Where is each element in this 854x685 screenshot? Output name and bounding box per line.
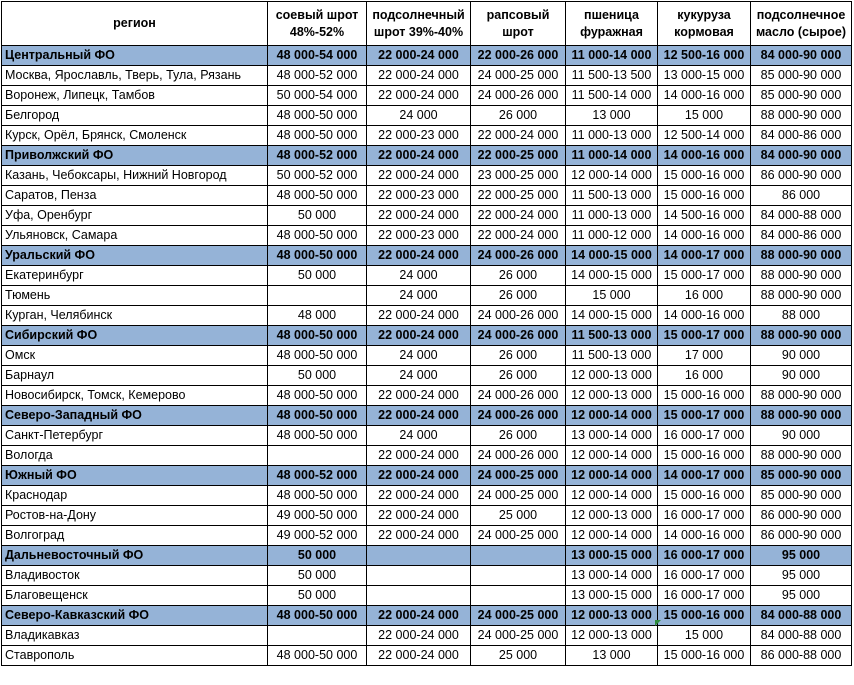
- cell-feed-corn: 16 000-17 000: [658, 566, 751, 586]
- district-name-cell: Уральский ФО: [2, 246, 268, 266]
- cell-sunflower-meal: 22 000-23 000: [367, 186, 471, 206]
- cell-rapeseed-meal: [471, 586, 566, 606]
- cell-sunflower-oil: 88 000-90 000: [751, 406, 852, 426]
- cell-feed-corn: 14 500-16 000: [658, 206, 751, 226]
- cell-soy-meal: 48 000-50 000: [268, 346, 367, 366]
- cell-sunflower-oil: 84 000-88 000: [751, 626, 852, 646]
- table-row: [2, 626, 852, 646]
- cell-soy-meal: 50 000: [268, 366, 367, 386]
- cell-rapeseed-meal: 22 000-24 000: [471, 206, 566, 226]
- header-rapeseed-meal: рапсовый шрот: [471, 2, 566, 46]
- cell-feed-corn: 14 000-16 000: [658, 306, 751, 326]
- cell-feed-corn: 15 000-16 000: [658, 646, 751, 666]
- cell-feed-wheat: 11 000-14 000: [566, 146, 658, 166]
- cell-region: Владикавказ: [2, 626, 268, 646]
- cell-soy-meal: 50 000: [268, 266, 367, 286]
- table-row: [2, 566, 852, 586]
- cell-sunflower-meal: 24 000: [367, 286, 471, 306]
- cell-sunflower-oil: 85 000-90 000: [751, 66, 852, 86]
- district-row: [2, 606, 852, 626]
- cell-sunflower-meal: 24 000: [367, 426, 471, 446]
- cell-sunflower-oil: 86 000-90 000: [751, 166, 852, 186]
- cell-feed-wheat: 12 000-14 000: [566, 406, 658, 426]
- cell-feed-wheat: 12 000-13 000: [566, 386, 658, 406]
- cell-soy-meal: 48 000-50 000: [268, 406, 367, 426]
- district-row: [2, 246, 852, 266]
- cell-rapeseed-meal: 22 000-24 000: [471, 126, 566, 146]
- cell-sunflower-oil: 85 000-90 000: [751, 86, 852, 106]
- cell-sunflower-oil: 90 000: [751, 426, 852, 446]
- cell-sunflower-meal: 22 000-24 000: [367, 326, 471, 346]
- cell-feed-wheat: 11 500-13 500: [566, 66, 658, 86]
- cell-feed-wheat: 12 000-13 000: [566, 366, 658, 386]
- cell-feed-wheat: 12 000-13 000: [566, 506, 658, 526]
- cell-feed-corn: 13 000-15 000: [658, 66, 751, 86]
- district-name-cell: Сибирский ФО: [2, 326, 268, 346]
- cell-region: Вологда: [2, 446, 268, 466]
- cell-feed-wheat: 11 000-13 000: [566, 206, 658, 226]
- cell-region: Волгоград: [2, 526, 268, 546]
- cell-feed-corn: 12 500-14 000: [658, 126, 751, 146]
- cell-soy-meal: 48 000-50 000: [268, 246, 367, 266]
- cell-sunflower-meal: 22 000-24 000: [367, 466, 471, 486]
- cell-sunflower-meal: 22 000-24 000: [367, 146, 471, 166]
- cell-sunflower-oil: 90 000: [751, 366, 852, 386]
- cell-feed-corn: 15 000: [658, 626, 751, 646]
- cell-region: Саратов, Пенза: [2, 186, 268, 206]
- cell-rapeseed-meal: 24 000-26 000: [471, 86, 566, 106]
- cell-sunflower-oil: 84 000-90 000: [751, 46, 852, 66]
- cell-feed-wheat: 15 000: [566, 286, 658, 306]
- cell-sunflower-meal: 22 000-23 000: [367, 126, 471, 146]
- table-row: [2, 386, 852, 406]
- cell-feed-corn: 15 000-16 000: [658, 166, 751, 186]
- table-row: [2, 226, 852, 246]
- cell-sunflower-oil: 88 000-90 000: [751, 446, 852, 466]
- cell-feed-wheat: 12 000-14 000: [566, 526, 658, 546]
- cell-soy-meal: [268, 626, 367, 646]
- cell-feed-corn: 15 000: [658, 106, 751, 126]
- district-row: [2, 466, 852, 486]
- cell-comment-marker: [655, 620, 661, 626]
- cell-soy-meal: 48 000-50 000: [268, 426, 367, 446]
- header-sunflower-meal: подсолнечный шрот 39%-40%: [367, 2, 471, 46]
- cell-rapeseed-meal: 26 000: [471, 266, 566, 286]
- price-table: [1, 1, 852, 666]
- cell-rapeseed-meal: 24 000-25 000: [471, 466, 566, 486]
- cell-feed-wheat: 12 000-14 000: [566, 166, 658, 186]
- cell-region: Казань, Чебоксары, Нижний Новгород: [2, 166, 268, 186]
- cell-sunflower-meal: 22 000-24 000: [367, 446, 471, 466]
- cell-feed-corn: 12 500-16 000: [658, 46, 751, 66]
- cell-soy-meal: 48 000-50 000: [268, 126, 367, 146]
- cell-soy-meal: 50 000: [268, 546, 367, 566]
- cell-feed-corn: 14 000-16 000: [658, 526, 751, 546]
- cell-feed-wheat: 13 000-15 000: [566, 546, 658, 566]
- cell-sunflower-meal: 24 000: [367, 346, 471, 366]
- district-row: [2, 326, 852, 346]
- cell-sunflower-meal: 22 000-24 000: [367, 526, 471, 546]
- cell-sunflower-oil: 95 000: [751, 566, 852, 586]
- cell-feed-corn: 16 000: [658, 286, 751, 306]
- cell-region: Екатеринбург: [2, 266, 268, 286]
- cell-feed-corn: 16 000-17 000: [658, 426, 751, 446]
- table-row: [2, 186, 852, 206]
- cell-feed-wheat: 14 000-15 000: [566, 246, 658, 266]
- table-row: [2, 166, 852, 186]
- cell-feed-corn: 16 000-17 000: [658, 586, 751, 606]
- table-row: [2, 106, 852, 126]
- cell-region: Краснодар: [2, 486, 268, 506]
- cell-feed-corn: 16 000-17 000: [658, 506, 751, 526]
- cell-feed-wheat: 13 000-15 000: [566, 586, 658, 606]
- cell-region: Тюмень: [2, 286, 268, 306]
- cell-sunflower-oil: 88 000-90 000: [751, 286, 852, 306]
- cell-rapeseed-meal: 24 000-25 000: [471, 526, 566, 546]
- cell-feed-corn: 14 000-16 000: [658, 86, 751, 106]
- cell-feed-corn: 15 000-16 000: [658, 386, 751, 406]
- cell-soy-meal: 48 000: [268, 306, 367, 326]
- cell-sunflower-meal: 22 000-24 000: [367, 86, 471, 106]
- cell-sunflower-meal: 22 000-24 000: [367, 626, 471, 646]
- table-row: [2, 366, 852, 386]
- district-row: [2, 546, 852, 566]
- cell-feed-wheat: 11 500-13 000: [566, 346, 658, 366]
- cell-feed-wheat: 14 000-15 000: [566, 306, 658, 326]
- cell-rapeseed-meal: 26 000: [471, 286, 566, 306]
- cell-sunflower-meal: 22 000-24 000: [367, 66, 471, 86]
- cell-sunflower-meal: 22 000-24 000: [367, 506, 471, 526]
- cell-soy-meal: 48 000-50 000: [268, 646, 367, 666]
- cell-sunflower-meal: 24 000: [367, 106, 471, 126]
- district-name-cell: Северо-Западный ФО: [2, 406, 268, 426]
- cell-feed-corn: 15 000-17 000: [658, 406, 751, 426]
- cell-sunflower-meal: 22 000-24 000: [367, 386, 471, 406]
- cell-sunflower-meal: 22 000-24 000: [367, 306, 471, 326]
- cell-sunflower-oil: 88 000-90 000: [751, 106, 852, 126]
- cell-feed-corn: 14 000-16 000: [658, 226, 751, 246]
- table-row: [2, 346, 852, 366]
- cell-sunflower-oil: 88 000-90 000: [751, 386, 852, 406]
- table-row: [2, 266, 852, 286]
- cell-feed-corn: 14 000-17 000: [658, 466, 751, 486]
- cell-feed-wheat: 12 000-14 000: [566, 466, 658, 486]
- cell-feed-corn: 14 000-17 000: [658, 246, 751, 266]
- cell-region: Барнаул: [2, 366, 268, 386]
- cell-rapeseed-meal: 24 000-25 000: [471, 486, 566, 506]
- cell-sunflower-oil: 85 000-90 000: [751, 466, 852, 486]
- header-region: регион: [2, 2, 268, 46]
- cell-feed-corn: 16 000-17 000: [658, 546, 751, 566]
- cell-sunflower-oil: 90 000: [751, 346, 852, 366]
- cell-region: Уфа, Оренбург: [2, 206, 268, 226]
- cell-sunflower-oil: 84 000-88 000: [751, 206, 852, 226]
- cell-soy-meal: 48 000-54 000: [268, 46, 367, 66]
- cell-sunflower-oil: 88 000: [751, 306, 852, 326]
- cell-soy-meal: 48 000-50 000: [268, 326, 367, 346]
- cell-rapeseed-meal: 26 000: [471, 346, 566, 366]
- cell-sunflower-oil: 84 000-88 000: [751, 606, 852, 626]
- cell-sunflower-meal: [367, 586, 471, 606]
- cell-feed-wheat: 11 000-14 000: [566, 46, 658, 66]
- table-row: [2, 426, 852, 446]
- cell-region: Ростов-на-Дону: [2, 506, 268, 526]
- cell-feed-wheat: 13 000: [566, 646, 658, 666]
- cell-feed-wheat: 12 000-14 000: [566, 446, 658, 466]
- cell-soy-meal: 50 000-52 000: [268, 166, 367, 186]
- cell-region: Курган, Челябинск: [2, 306, 268, 326]
- cell-feed-wheat: 12 000-13 000: [566, 606, 658, 626]
- cell-sunflower-meal: [367, 566, 471, 586]
- district-row: [2, 146, 852, 166]
- header-soy-meal: соевый шрот 48%-52%: [268, 2, 367, 46]
- cell-soy-meal: 48 000-50 000: [268, 386, 367, 406]
- cell-feed-wheat: 12 000-13 000: [566, 626, 658, 646]
- header-row: [2, 2, 852, 46]
- cell-rapeseed-meal: 24 000-26 000: [471, 326, 566, 346]
- table-row: [2, 286, 852, 306]
- cell-rapeseed-meal: 24 000-25 000: [471, 626, 566, 646]
- cell-feed-corn: 15 000-17 000: [658, 266, 751, 286]
- cell-rapeseed-meal: 24 000-25 000: [471, 66, 566, 86]
- cell-soy-meal: 48 000-50 000: [268, 606, 367, 626]
- cell-rapeseed-meal: 24 000-26 000: [471, 406, 566, 426]
- cell-rapeseed-meal: 25 000: [471, 506, 566, 526]
- table-row: [2, 306, 852, 326]
- cell-sunflower-meal: 22 000-23 000: [367, 226, 471, 246]
- cell-rapeseed-meal: 26 000: [471, 366, 566, 386]
- cell-sunflower-oil: 95 000: [751, 586, 852, 606]
- header-feed-wheat: пшеница фуражная: [566, 2, 658, 46]
- cell-feed-wheat: 11 000-12 000: [566, 226, 658, 246]
- cell-feed-wheat: 13 000-14 000: [566, 426, 658, 446]
- cell-feed-corn: 15 000-17 000: [658, 326, 751, 346]
- cell-sunflower-meal: 22 000-24 000: [367, 166, 471, 186]
- cell-sunflower-oil: 84 000-86 000: [751, 226, 852, 246]
- district-name-cell: Дальневосточный ФО: [2, 546, 268, 566]
- district-name-cell: Центральный ФО: [2, 46, 268, 66]
- cell-sunflower-meal: 22 000-24 000: [367, 606, 471, 626]
- cell-feed-corn: 15 000-16 000: [658, 486, 751, 506]
- cell-soy-meal: 49 000-52 000: [268, 526, 367, 546]
- table-row: [2, 486, 852, 506]
- cell-rapeseed-meal: 25 000: [471, 646, 566, 666]
- cell-feed-wheat: 14 000-15 000: [566, 266, 658, 286]
- cell-sunflower-meal: 24 000: [367, 366, 471, 386]
- cell-rapeseed-meal: 22 000-26 000: [471, 46, 566, 66]
- cell-sunflower-meal: 22 000-24 000: [367, 646, 471, 666]
- cell-rapeseed-meal: 22 000-25 000: [471, 186, 566, 206]
- cell-region: Воронеж, Липецк, Тамбов: [2, 86, 268, 106]
- cell-sunflower-meal: 22 000-24 000: [367, 486, 471, 506]
- district-name-cell: Северо-Кавказский ФО: [2, 606, 268, 626]
- cell-feed-wheat: 11 500-13 000: [566, 326, 658, 346]
- table-row: [2, 86, 852, 106]
- cell-region: Благовещенск: [2, 586, 268, 606]
- cell-soy-meal: 48 000-52 000: [268, 66, 367, 86]
- cell-sunflower-oil: 86 000-90 000: [751, 526, 852, 546]
- district-row: [2, 406, 852, 426]
- cell-rapeseed-meal: 24 000-26 000: [471, 246, 566, 266]
- cell-soy-meal: [268, 286, 367, 306]
- cell-sunflower-meal: 22 000-24 000: [367, 46, 471, 66]
- cell-sunflower-oil: 86 000-90 000: [751, 506, 852, 526]
- cell-sunflower-oil: 84 000-86 000: [751, 126, 852, 146]
- cell-region: Новосибирск, Томск, Кемерово: [2, 386, 268, 406]
- cell-soy-meal: 49 000-50 000: [268, 506, 367, 526]
- table-row: [2, 506, 852, 526]
- district-name-cell: Приволжский ФО: [2, 146, 268, 166]
- cell-sunflower-meal: 22 000-24 000: [367, 206, 471, 226]
- cell-rapeseed-meal: 26 000: [471, 426, 566, 446]
- cell-region: Ставрополь: [2, 646, 268, 666]
- cell-rapeseed-meal: 23 000-25 000: [471, 166, 566, 186]
- cell-sunflower-oil: 86 000-88 000: [751, 646, 852, 666]
- cell-rapeseed-meal: 24 000-26 000: [471, 446, 566, 466]
- cell-rapeseed-meal: 26 000: [471, 106, 566, 126]
- cell-region: Владивосток: [2, 566, 268, 586]
- cell-rapeseed-meal: 24 000-25 000: [471, 606, 566, 626]
- cell-feed-wheat: 13 000-14 000: [566, 566, 658, 586]
- cell-feed-wheat: 12 000-14 000: [566, 486, 658, 506]
- cell-feed-wheat: 11 500-14 000: [566, 86, 658, 106]
- cell-sunflower-meal: 22 000-24 000: [367, 406, 471, 426]
- table-row: [2, 126, 852, 146]
- cell-rapeseed-meal: [471, 566, 566, 586]
- table-body: [2, 46, 852, 666]
- cell-sunflower-oil: 85 000-90 000: [751, 486, 852, 506]
- cell-region: Москва, Ярославль, Тверь, Тула, Рязань: [2, 66, 268, 86]
- cell-feed-wheat: 11 500-13 000: [566, 186, 658, 206]
- cell-sunflower-oil: 95 000: [751, 546, 852, 566]
- cell-sunflower-oil: 88 000-90 000: [751, 326, 852, 346]
- cell-sunflower-oil: 86 000: [751, 186, 852, 206]
- table-row: [2, 586, 852, 606]
- cell-rapeseed-meal: 24 000-26 000: [471, 386, 566, 406]
- cell-region: Санкт-Петербург: [2, 426, 268, 446]
- cell-feed-corn: 14 000-16 000: [658, 146, 751, 166]
- cell-rapeseed-meal: 22 000-24 000: [471, 226, 566, 246]
- cell-soy-meal: 48 000-50 000: [268, 226, 367, 246]
- cell-feed-corn: 15 000-16 000: [658, 606, 751, 626]
- cell-soy-meal: [268, 446, 367, 466]
- cell-soy-meal: 48 000-50 000: [268, 106, 367, 126]
- cell-soy-meal: 50 000: [268, 206, 367, 226]
- cell-sunflower-oil: 84 000-90 000: [751, 146, 852, 166]
- header-feed-corn: кукуруза кормовая: [658, 2, 751, 46]
- district-name-cell: Южный ФО: [2, 466, 268, 486]
- cell-soy-meal: 48 000-50 000: [268, 186, 367, 206]
- cell-soy-meal: 50 000-54 000: [268, 86, 367, 106]
- table-row: [2, 646, 852, 666]
- header-sunflower-oil: подсолнечное масло (сырое): [751, 2, 852, 46]
- table-header: [2, 2, 852, 46]
- cell-soy-meal: 48 000-52 000: [268, 466, 367, 486]
- cell-rapeseed-meal: [471, 546, 566, 566]
- cell-feed-corn: 15 000-16 000: [658, 446, 751, 466]
- cell-sunflower-meal: 22 000-24 000: [367, 246, 471, 266]
- cell-sunflower-meal: 24 000: [367, 266, 471, 286]
- cell-sunflower-oil: 88 000-90 000: [751, 246, 852, 266]
- table-row: [2, 206, 852, 226]
- cell-feed-corn: 15 000-16 000: [658, 186, 751, 206]
- cell-feed-wheat: 13 000: [566, 106, 658, 126]
- cell-feed-corn: 17 000: [658, 346, 751, 366]
- cell-sunflower-oil: 88 000-90 000: [751, 266, 852, 286]
- cell-region: Курск, Орёл, Брянск, Смоленск: [2, 126, 268, 146]
- cell-region: Ульяновск, Самара: [2, 226, 268, 246]
- cell-region: Омск: [2, 346, 268, 366]
- cell-soy-meal: 48 000-50 000: [268, 486, 367, 506]
- cell-feed-corn: 16 000: [658, 366, 751, 386]
- cell-sunflower-meal: [367, 546, 471, 566]
- district-row: [2, 46, 852, 66]
- cell-rapeseed-meal: 22 000-25 000: [471, 146, 566, 166]
- cell-feed-wheat: 11 000-13 000: [566, 126, 658, 146]
- cell-soy-meal: 50 000: [268, 566, 367, 586]
- cell-soy-meal: 50 000: [268, 586, 367, 606]
- cell-region: Белгород: [2, 106, 268, 126]
- cell-soy-meal: 48 000-52 000: [268, 146, 367, 166]
- cell-rapeseed-meal: 24 000-26 000: [471, 306, 566, 326]
- table-row: [2, 66, 852, 86]
- table-row: [2, 446, 852, 466]
- table-row: [2, 526, 852, 546]
